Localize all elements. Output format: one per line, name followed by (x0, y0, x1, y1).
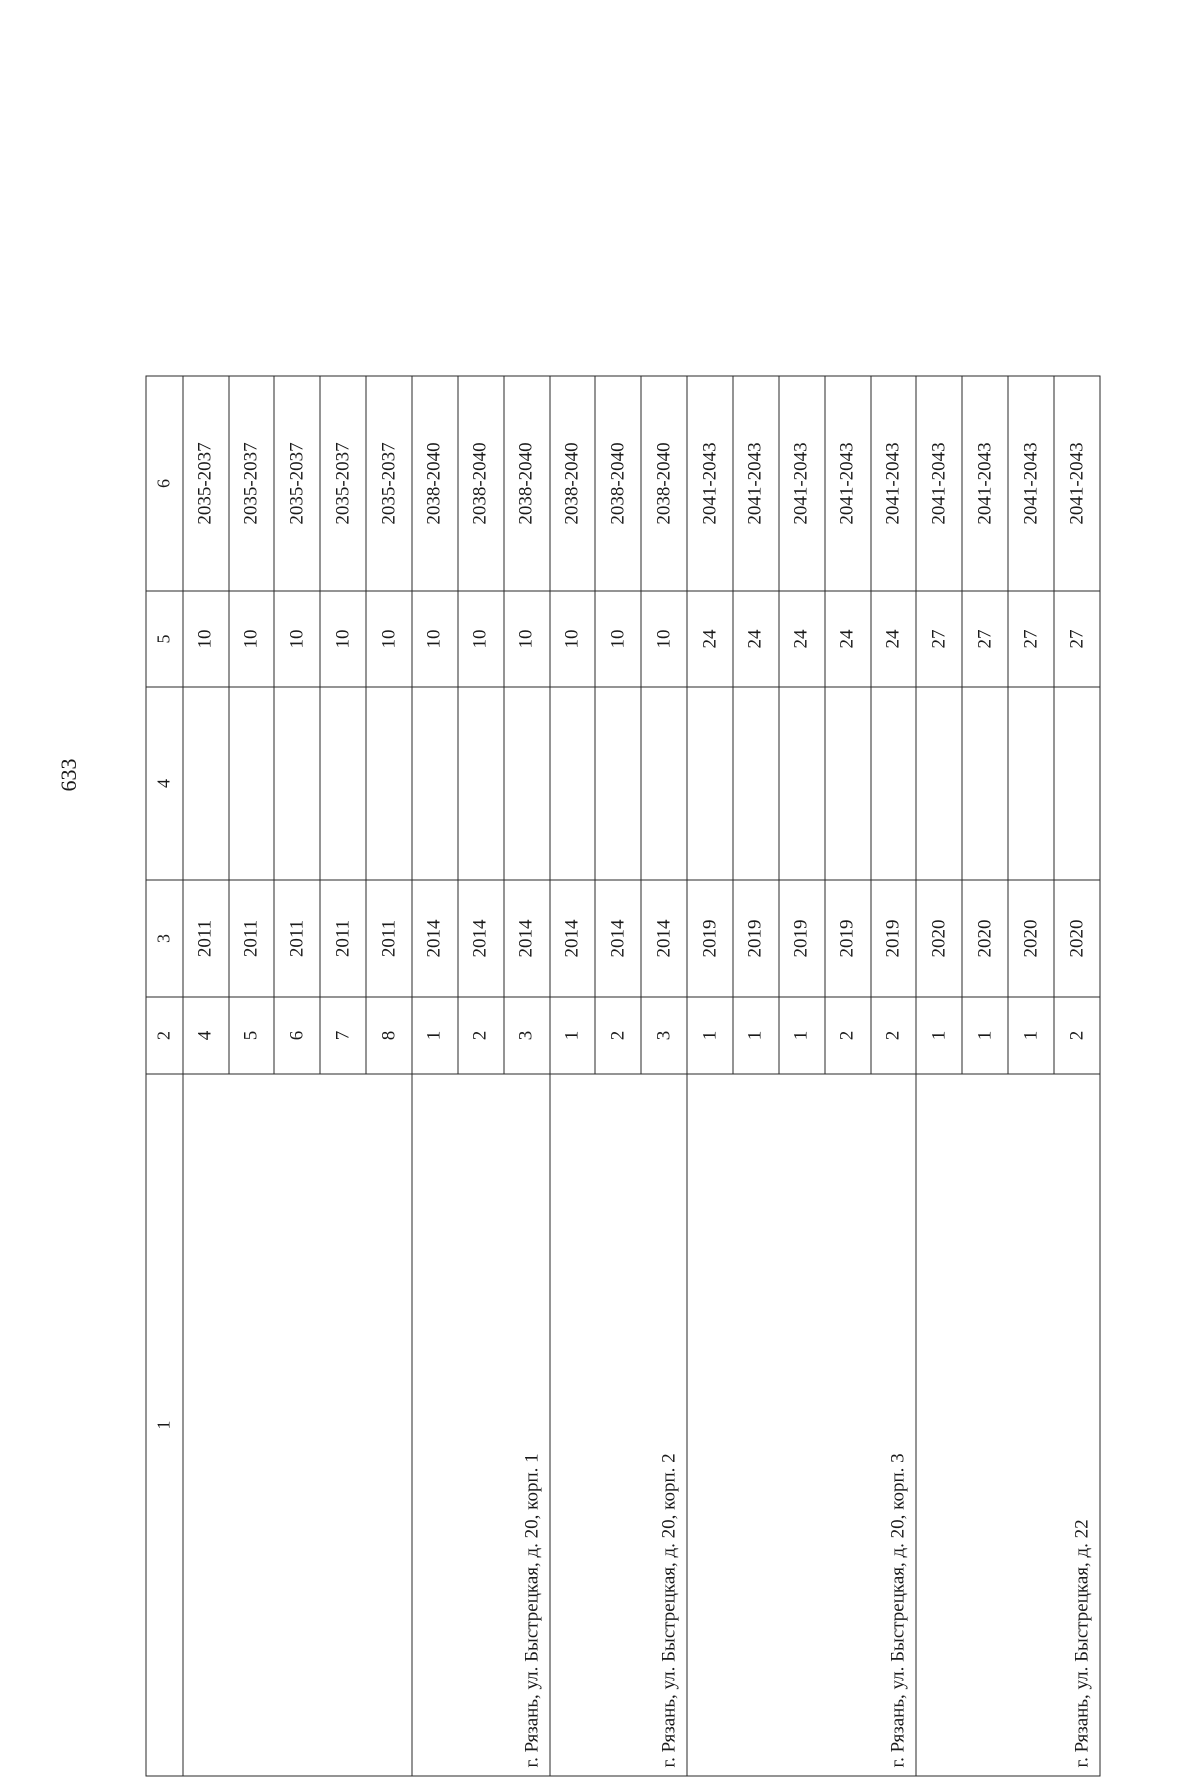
year-cell: 2014 (641, 880, 687, 997)
row-number-cell: 6 (274, 997, 320, 1074)
empty-cell (183, 687, 229, 880)
row-number-cell: 1 (412, 997, 458, 1074)
period-cell: 2041-2043 (916, 376, 962, 591)
row-number-cell: 2 (825, 997, 871, 1074)
year-cell: 2011 (366, 880, 412, 997)
empty-cell (825, 687, 871, 880)
value-cell: 10 (504, 591, 550, 687)
year-cell: 2020 (1008, 880, 1054, 997)
empty-cell (1054, 687, 1100, 880)
empty-cell (1008, 687, 1054, 880)
year-cell: 2014 (595, 880, 641, 997)
table-row (687, 376, 733, 1776)
value-cell: 27 (916, 591, 962, 687)
value-cell: 10 (550, 591, 596, 687)
value-cell: 27 (962, 591, 1008, 687)
year-cell: 2011 (274, 880, 320, 997)
empty-cell (458, 687, 504, 880)
year-cell: 2014 (504, 880, 550, 997)
period-cell: 2038-2040 (595, 376, 641, 591)
address-cell: г. Рязань, ул. Быстрецкая, д. 20, корп. 3 (687, 1074, 916, 1776)
row-number-cell: 1 (916, 997, 962, 1074)
table-body (146, 376, 1100, 1776)
period-cell: 2038-2040 (641, 376, 687, 591)
period-cell: 2041-2043 (733, 376, 779, 591)
value-cell: 10 (274, 591, 320, 687)
column-number-header (146, 376, 183, 1776)
row-number-cell: 1 (779, 997, 825, 1074)
value-cell: 10 (320, 591, 366, 687)
value-cell: 24 (871, 591, 917, 687)
row-number-cell: 1 (1008, 997, 1054, 1074)
header-cell-1: 1 (146, 1074, 183, 1776)
row-number-cell: 2 (1054, 997, 1100, 1074)
empty-cell (229, 687, 275, 880)
empty-cell (687, 687, 733, 880)
year-cell: 2019 (871, 880, 917, 997)
row-number-cell: 1 (550, 997, 596, 1074)
row-number-cell: 3 (641, 997, 687, 1074)
table-row (550, 376, 596, 1776)
row-number-cell: 2 (458, 997, 504, 1074)
header-cell-2: 2 (146, 997, 183, 1074)
empty-cell (733, 687, 779, 880)
table-row (916, 376, 962, 1776)
value-cell: 27 (1008, 591, 1054, 687)
row-number-cell: 1 (687, 997, 733, 1074)
period-cell: 2041-2043 (779, 376, 825, 591)
empty-cell (274, 687, 320, 880)
row-number-cell: 4 (183, 997, 229, 1074)
period-cell: 2041-2043 (962, 376, 1008, 591)
value-cell: 10 (641, 591, 687, 687)
address-cell: г. Рязань, ул. Быстрецкая, д. 22 (916, 1074, 1100, 1776)
value-cell: 10 (595, 591, 641, 687)
period-cell: 2041-2043 (687, 376, 733, 591)
value-cell: 10 (183, 591, 229, 687)
period-cell: 2035-2037 (320, 376, 366, 591)
period-cell: 2035-2037 (229, 376, 275, 591)
row-number-cell: 8 (366, 997, 412, 1074)
period-cell: 2038-2040 (458, 376, 504, 591)
year-cell: 2011 (320, 880, 366, 997)
empty-cell (641, 687, 687, 880)
empty-cell (871, 687, 917, 880)
period-cell: 2041-2043 (825, 376, 871, 591)
year-cell: 2011 (229, 880, 275, 997)
period-cell: 2041-2043 (1054, 376, 1100, 591)
row-number-cell: 1 (733, 997, 779, 1074)
empty-cell (412, 687, 458, 880)
year-cell: 2019 (779, 880, 825, 997)
value-cell: 10 (366, 591, 412, 687)
year-cell: 2014 (412, 880, 458, 997)
value-cell: 24 (779, 591, 825, 687)
address-cell: г. Рязань, ул. Быстрецкая, д. 20, корп. 1 (412, 1074, 550, 1776)
year-cell: 2014 (550, 880, 596, 997)
empty-cell (366, 687, 412, 880)
period-cell: 2041-2043 (871, 376, 917, 591)
row-number-cell: 5 (229, 997, 275, 1074)
header-cell-3: 3 (146, 880, 183, 997)
value-cell: 24 (733, 591, 779, 687)
year-cell: 2014 (458, 880, 504, 997)
header-cell-5: 5 (146, 591, 183, 687)
year-cell: 2020 (1054, 880, 1100, 997)
value-cell: 10 (229, 591, 275, 687)
table-row (412, 376, 458, 1776)
page-number: 633 (56, 758, 81, 792)
header-cell-6: 6 (146, 376, 183, 591)
empty-cell (916, 687, 962, 880)
address-cell: г. Рязань, ул. Быстрецкая, д. 20, корп. 2 (550, 1074, 688, 1776)
address-cell (183, 1074, 412, 1776)
period-cell: 2035-2037 (183, 376, 229, 591)
row-number-cell: 2 (595, 997, 641, 1074)
value-cell: 10 (458, 591, 504, 687)
empty-cell (550, 687, 596, 880)
year-cell: 2020 (962, 880, 1008, 997)
empty-cell (595, 687, 641, 880)
row-number-cell: 7 (320, 997, 366, 1074)
empty-cell (320, 687, 366, 880)
period-cell: 2041-2043 (1008, 376, 1054, 591)
empty-cell (962, 687, 1008, 880)
table-row (183, 376, 229, 1776)
period-cell: 2035-2037 (274, 376, 320, 591)
year-cell: 2019 (687, 880, 733, 997)
year-cell: 2019 (825, 880, 871, 997)
year-cell: 2020 (916, 880, 962, 997)
value-cell: 24 (687, 591, 733, 687)
period-cell: 2038-2040 (504, 376, 550, 591)
schedule-table (146, 376, 1101, 1777)
row-number-cell: 3 (504, 997, 550, 1074)
header-cell-4: 4 (146, 687, 183, 880)
empty-cell (504, 687, 550, 880)
empty-cell (779, 687, 825, 880)
value-cell: 10 (412, 591, 458, 687)
row-number-cell: 1 (962, 997, 1008, 1074)
year-cell: 2011 (183, 880, 229, 997)
row-number-cell: 2 (871, 997, 917, 1074)
value-cell: 27 (1054, 591, 1100, 687)
period-cell: 2035-2037 (366, 376, 412, 591)
period-cell: 2038-2040 (550, 376, 596, 591)
value-cell: 24 (825, 591, 871, 687)
year-cell: 2019 (733, 880, 779, 997)
rotated-table-frame (146, 377, 1101, 1777)
period-cell: 2038-2040 (412, 376, 458, 591)
